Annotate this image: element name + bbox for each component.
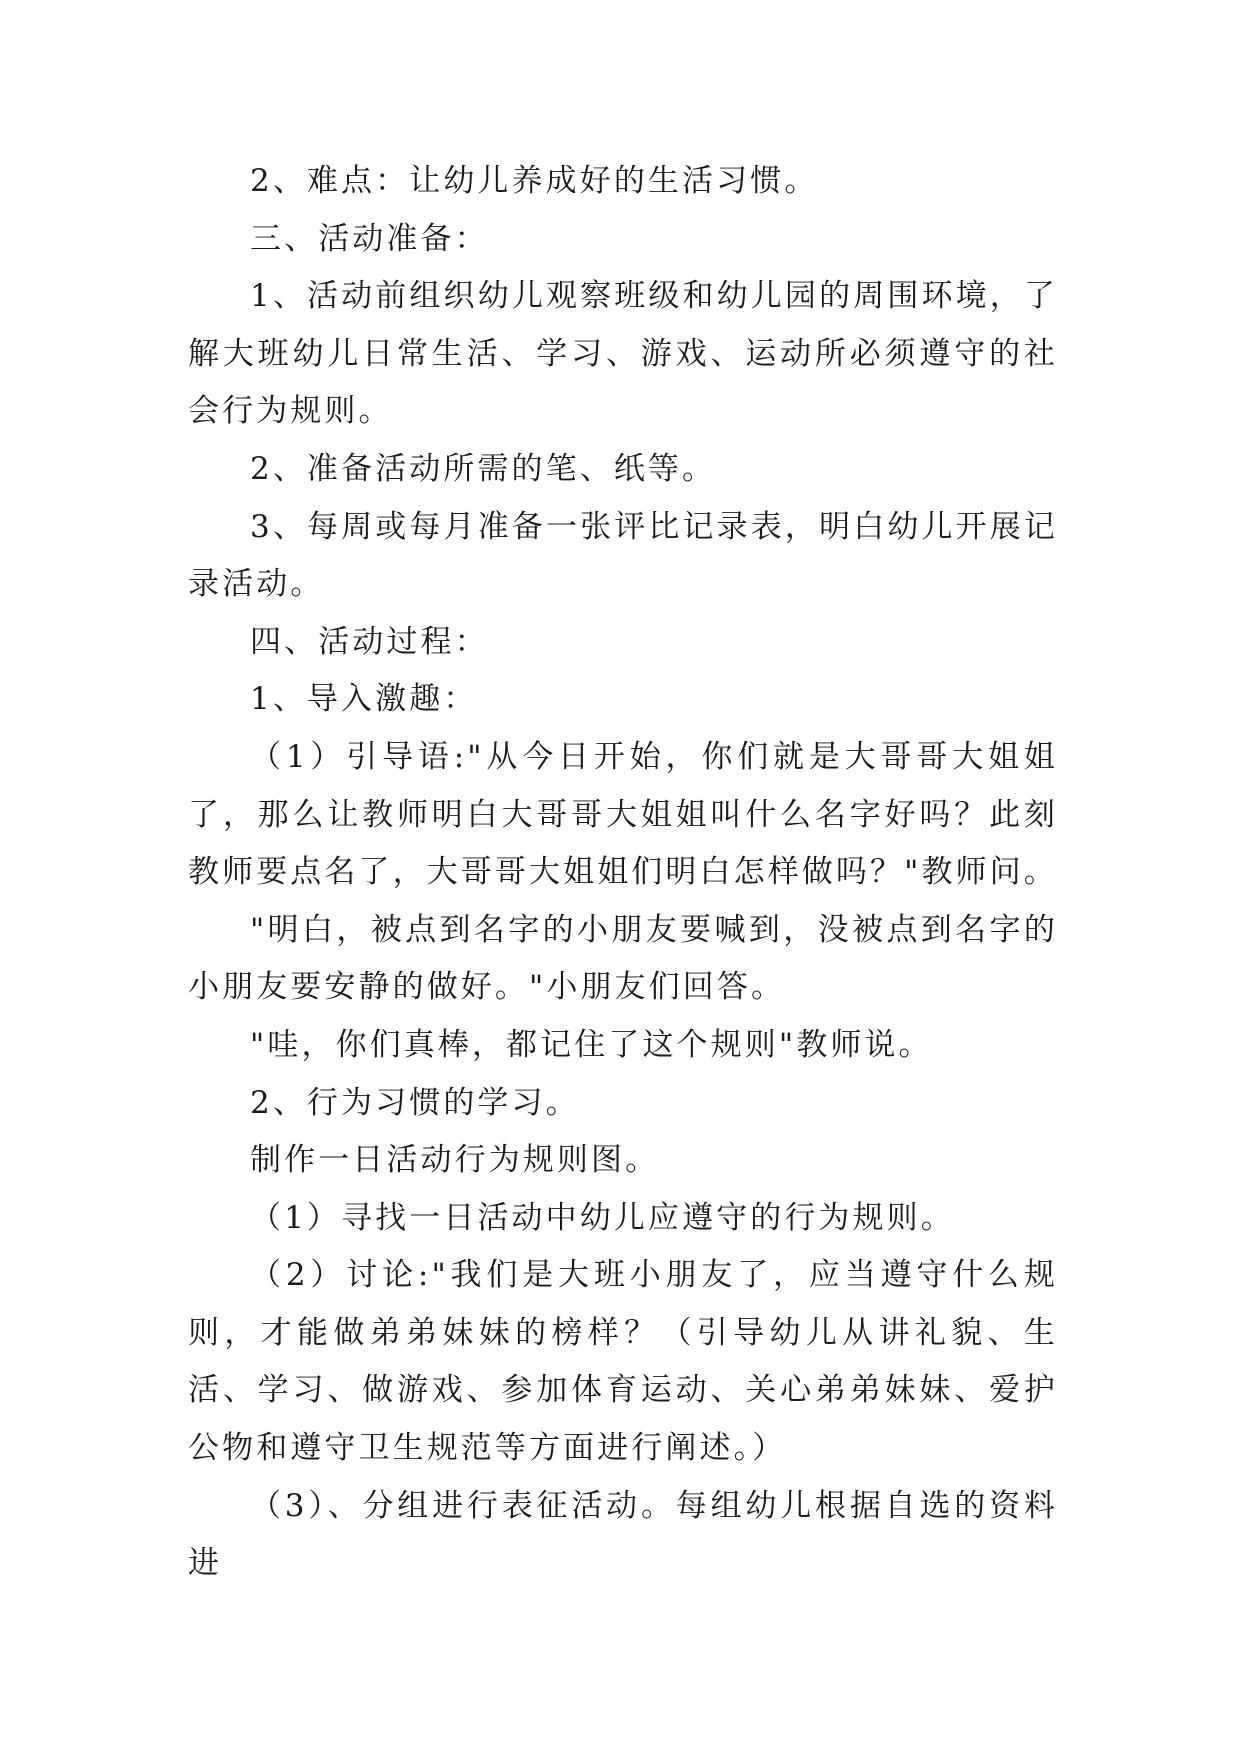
paragraph: （3）、分组进行表征活动。每组幼儿根据自选的资料进: [188, 1487, 1058, 1582]
subheading: 1、导入激趣：: [250, 681, 478, 718]
paragraph: 3、每周或每月准备一张评比记录表，明白幼儿开展记录活动。: [188, 508, 1058, 603]
paragraph: （2）讨论:"我们是大班小朋友了，应当遵守什么规则，才能做弟弟妹妹的榜样？（引导幼儿从讲礼貌、生活、学习、做游戏、参加体育运动、关心弟弟妹妹、爱护公物和遵守卫生规范等方面进行阐述。）: [188, 1257, 1058, 1467]
paragraph: 2、难点：让幼儿养成好的生活习惯。: [250, 163, 819, 199]
document-body: [188, 153, 1058, 1593]
section-heading: 三、活动准备：: [250, 220, 489, 257]
subheading: 2、行为习惯的学习。: [250, 1084, 580, 1121]
paragraph: "哇，你们真棒，都记住了这个规则"教师说。: [250, 1026, 933, 1063]
paragraph: （1）寻找一日活动中幼儿应遵守的行为规则。: [250, 1199, 955, 1236]
paragraph: 2、准备活动所需的笔、纸等。: [250, 450, 717, 487]
paragraph: 1、活动前组织幼儿观察班级和幼儿园的周围环境，了解大班幼儿日常生活、学习、游戏、运动所必须遵守的社会行为规则。: [188, 278, 1058, 430]
section-heading: 四、活动过程：: [250, 623, 489, 660]
paragraph: 制作一日活动行为规则图。: [250, 1142, 660, 1179]
paragraph: （1）引导语:"从今日开始，你们就是大哥哥大姐姐了，那么让教师明白大哥哥大姐姐叫什么名字好吗？此刻教师要点名了，大哥哥大姐姐们明白怎样做吗？"教师问。: [188, 738, 1058, 891]
paragraph: "明白，被点到名字的小朋友要喊到，没被点到名字的小朋友要安静的做好。"小朋友们回答。: [188, 911, 1058, 1006]
